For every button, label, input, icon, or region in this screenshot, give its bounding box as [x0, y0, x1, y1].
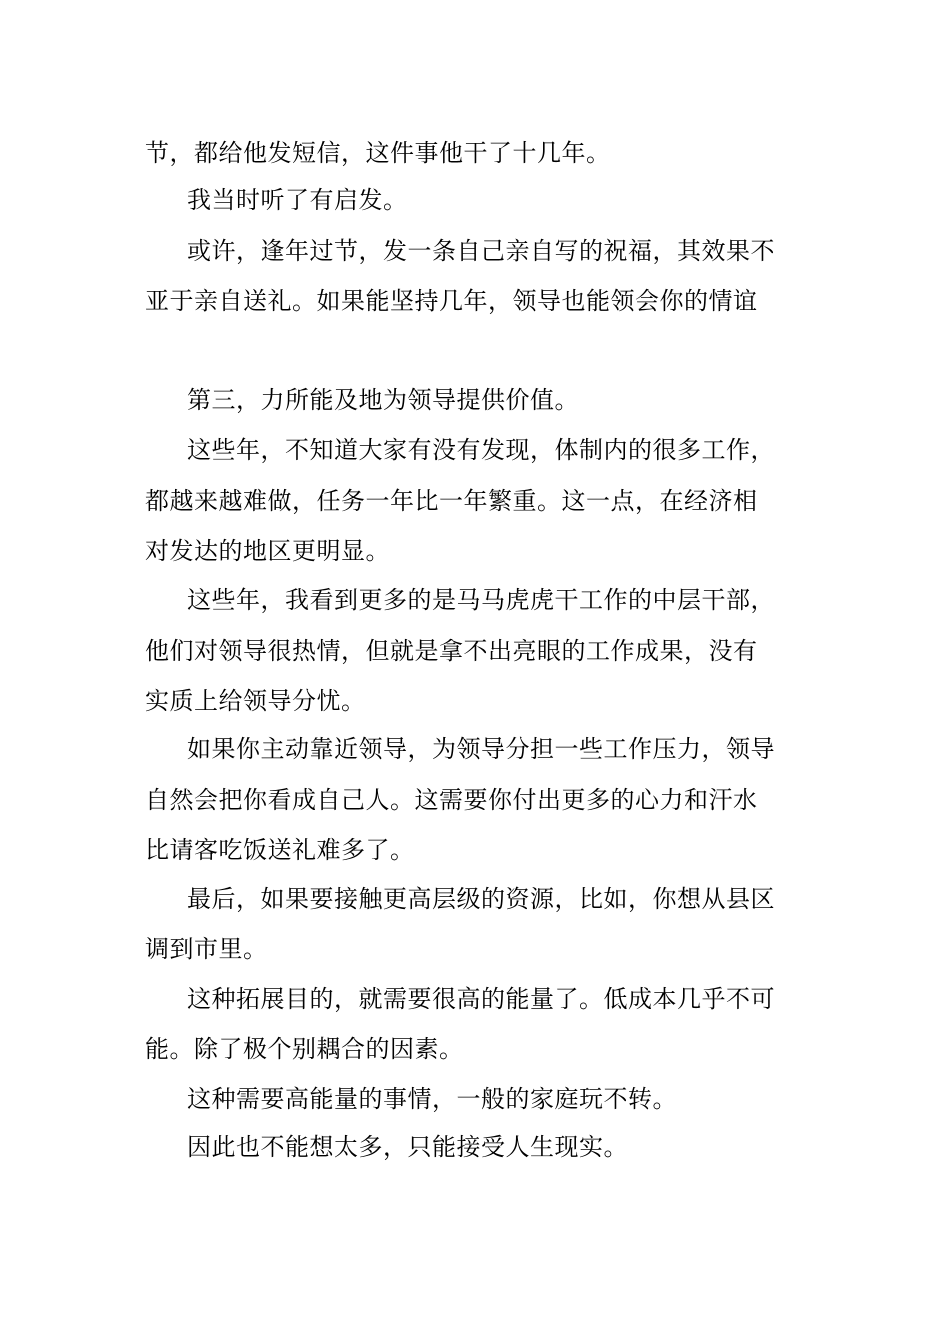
text-line: 亚于亲自送礼。如果能坚持几年，领导也能领会你的情谊 [145, 287, 758, 315]
text-line: 他们对领导很热情，但就是拿不出亮眼的工作成果，没有 [145, 637, 758, 665]
text-line: 第三，力所能及地为领导提供价值。 [187, 386, 579, 414]
text-line: 这些年，我看到更多的是马马虎虎干工作的中层干部， [187, 586, 775, 614]
text-line: 或许，逢年过节，发一条自己亲自写的祝福，其效果不 [187, 237, 775, 265]
text-line: 如果你主动靠近领导，为领导分担一些工作压力，领导 [187, 735, 775, 763]
text-line: 实质上给领导分忧。 [145, 687, 366, 715]
text-line: 节，都给他发短信，这件事他干了十几年。 [145, 139, 611, 167]
text-line: 我当时听了有启发。 [187, 186, 408, 214]
text-line: 调到市里。 [145, 935, 268, 963]
text-line: 对发达的地区更明显。 [145, 537, 390, 565]
text-line: 这些年，不知道大家有没有发现，体制内的很多工作， [187, 436, 775, 464]
text-line: 都越来越难做，任务一年比一年繁重。这一点，在经济相 [145, 487, 758, 515]
text-line: 这种拓展目的，就需要很高的能量了。低成本几乎不可 [187, 985, 775, 1013]
text-line: 因此也不能想太多，只能接受人生现实。 [187, 1133, 628, 1161]
text-line: 能。除了极个别耦合的因素。 [145, 1035, 464, 1063]
text-line: 最后，如果要接触更高层级的资源，比如，你想从县区 [187, 885, 775, 913]
text-line: 这种需要高能量的事情，一般的家庭玩不转。 [187, 1085, 677, 1113]
text-line: 自然会把你看成自己人。这需要你付出更多的心力和汗水 [145, 786, 758, 814]
text-line: 比请客吃饭送礼难多了。 [145, 836, 415, 864]
